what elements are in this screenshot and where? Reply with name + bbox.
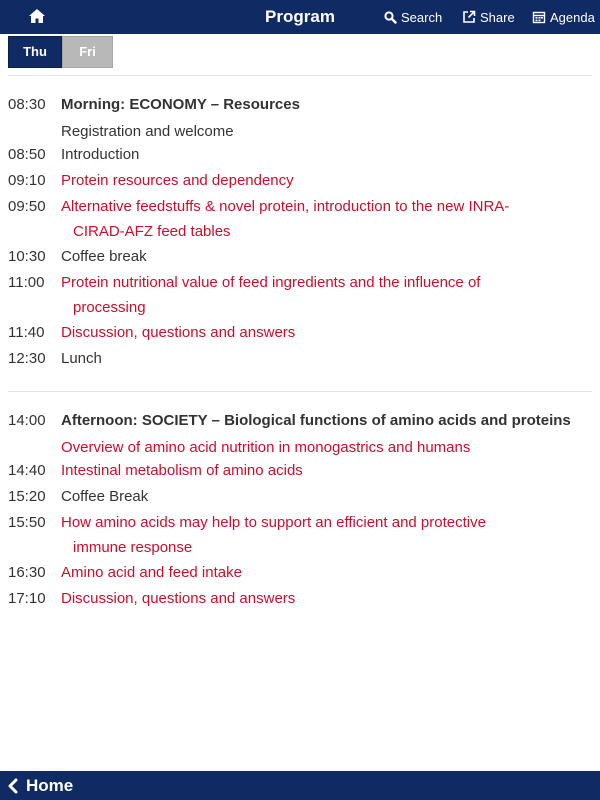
time-label: 08:30 <box>8 96 46 113</box>
schedule-row <box>8 486 592 512</box>
search-button[interactable] <box>384 0 442 34</box>
session-heading: Morning: ECONOMY – Resources <box>61 96 300 113</box>
back-home-label: Home <box>26 775 74 795</box>
divider <box>8 391 592 392</box>
time-label: 14:40 <box>8 462 46 479</box>
search-icon <box>384 11 397 24</box>
schedule-row <box>8 512 592 562</box>
schedule-row <box>8 93 592 119</box>
day-tabs <box>8 36 113 68</box>
item-link[interactable]: Protein nutritional value of feed ingredients and the influence of processing <box>61 274 481 316</box>
time-label: 09:10 <box>8 172 46 189</box>
tab-fri[interactable]: Fri <box>62 36 113 68</box>
page-title: Program <box>265 7 335 26</box>
item-link[interactable]: Discussion, questions and answers <box>61 324 296 341</box>
home-button[interactable] <box>26 6 48 28</box>
time-label: 12:30 <box>8 350 46 367</box>
time-label: 17:10 <box>8 590 46 607</box>
tab-thu[interactable]: Thu <box>8 36 62 68</box>
time-label: 16:30 <box>8 564 46 581</box>
agenda-button[interactable] <box>532 0 595 34</box>
top-bar <box>0 0 600 34</box>
schedule-row <box>8 322 592 348</box>
item-link[interactable]: Intestinal metabolism of amino acids <box>61 462 303 479</box>
agenda-label: Agenda <box>550 9 595 25</box>
schedule-row <box>8 144 592 170</box>
item-link[interactable]: Overview of amino acid nutrition in monogastrics and humans <box>61 439 471 456</box>
share-label: Share <box>480 9 515 25</box>
time-label: 08:50 <box>8 146 46 163</box>
item-link[interactable]: Amino acid and feed intake <box>61 564 242 581</box>
time-label: 11:00 <box>8 274 45 291</box>
item-text: Coffee Break <box>61 488 149 505</box>
item-link[interactable]: Alternative feedstuffs & novel protein, introduction to the new INRA-CIRAD-AFZ feed tables <box>61 198 510 240</box>
item-text: Coffee break <box>61 248 147 265</box>
schedule-row <box>8 196 592 246</box>
time-label: 11:40 <box>8 324 45 341</box>
session-heading: Afternoon: SOCIETY – Biological functions of amino acids and proteins <box>61 412 571 429</box>
schedule-row <box>8 119 592 144</box>
morning-session <box>8 93 592 374</box>
back-home-button[interactable] <box>6 771 73 800</box>
schedule-row <box>8 409 592 435</box>
search-label: Search <box>401 9 443 25</box>
schedule-row <box>8 246 592 272</box>
share-button[interactable] <box>462 0 515 34</box>
schedule-row <box>8 460 592 486</box>
item-text: Lunch <box>61 350 102 367</box>
schedule-row <box>8 170 592 196</box>
time-label: 14:00 <box>8 412 46 429</box>
bottom-bar <box>0 771 600 800</box>
time-label: 15:50 <box>8 514 46 531</box>
chevron-left-icon <box>6 778 20 794</box>
afternoon-session <box>8 409 592 614</box>
home-icon <box>26 6 48 28</box>
schedule-row <box>8 272 592 322</box>
item-link[interactable]: How amino acids may help to support an efficient and protective immune response <box>61 514 486 556</box>
schedule-row <box>8 435 592 460</box>
time-label: 10:30 <box>8 248 46 265</box>
time-label: 15:20 <box>8 488 46 505</box>
item-link[interactable]: Protein resources and dependency <box>61 172 294 189</box>
item-text: Introduction <box>61 146 140 163</box>
share-icon <box>462 10 476 24</box>
schedule-row <box>8 348 592 374</box>
item-link[interactable]: Discussion, questions and answers <box>61 590 296 607</box>
divider <box>8 75 592 76</box>
time-label: 09:50 <box>8 198 46 215</box>
schedule-row <box>8 588 592 614</box>
item-text: Registration and welcome <box>61 123 234 140</box>
calendar-icon <box>532 10 546 24</box>
schedule-row <box>8 562 592 588</box>
